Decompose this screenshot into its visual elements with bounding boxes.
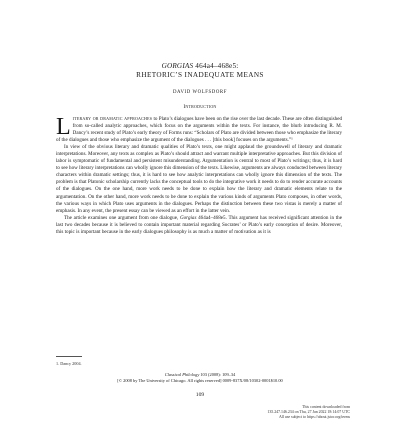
journal-copyright: [© 2008 by The University of Chicago. All rights reserved] 0009-837X/08/10302-0001$10.00 — [117, 378, 283, 383]
download-line-1: This content downloaded from — [302, 405, 350, 409]
drop-cap: L — [56, 114, 71, 140]
download-line-3: All use subject to https://about.jstor.org/terms — [278, 414, 350, 419]
paragraph-1-text: to Plato’s dialogues have been on the rise over the last decade. These are often distinguished from so-called analytic approaches, which focus on the arguments within the texts. For instance, the blurb introducing R. M. Dancy’s recent study of Plato’s early theory of Forms runs: “Scholars of Plato are divided between those who emphasize the literary of the dialogues and those who emphasize the argument of the dialogues . . . [this book] focuses on the arguments.”¹ — [56, 116, 343, 144]
download-note — [267, 405, 350, 419]
paragraph-3-italic: Gorgias — [179, 214, 197, 221]
paragraph-3 — [56, 215, 342, 236]
paragraph-3-a: The article examines one argument from one dialogue, — [64, 214, 180, 221]
journal-name: Classical Philology — [164, 372, 200, 377]
title-rest: 464a4–468e5: — [193, 62, 239, 70]
journal-info — [0, 372, 400, 384]
download-line-2: 135.247.146.234 on Thu, 27 Jan 2022 18:14:07 UTC — [267, 409, 350, 414]
journal-volume: 103 (2008): 109–34 — [199, 372, 236, 377]
footnote: 1. Dancy 2004. — [56, 361, 82, 366]
article-title — [0, 62, 400, 70]
author-name: DAVID WOLFSDORF — [172, 90, 227, 95]
article-body — [56, 116, 342, 236]
article-subtitle: RHETORIC’S INADEQUATE MEANS — [136, 71, 264, 79]
section-heading: Introduction — [183, 104, 217, 110]
paragraph-1 — [56, 116, 342, 144]
paragraph-3-b: 464a4–468e5. This argument has received significant attention in the last two decades because it is believed to contain important material regarding Socrates’ or Plato’s early conception of desire. Moreover, this topic is important because in the early dialogues philosophy is as much a matter of motivation as it is — [56, 214, 342, 235]
paragraph-1-lead: iterary or dramatic approaches — [72, 116, 153, 122]
footnote-rule — [56, 356, 82, 357]
page-number: 109 — [195, 392, 205, 398]
title-italic: GORGIAS — [161, 62, 194, 70]
paragraph-2: In view of the obvious literary and dramatic qualities of Plato’s texts, one might applaud the groundswell of literary and dramatic interpretations. Moreover, any texts as complex as Plato’s should attract and warrant multiple interpretative approaches. But this division of labor is symptomatic of fundamental and persistent misunderstanding. Argumentation is central to most of Plato’s writings; thus, it is hard to see how literary interpretations can wholly ignore this dimension of the texts. Likewise, arguments are always conducted between literary characters within dramatic settings; thus, it is hard to see how analytic interpretations can wholly ignore this dimension of the texts. The problem is that Platonic scholarship currently lacks the conceptual tools to do the integrative work it needs to do to render accurate accounts of the dialogues. On the one hand, more work needs to be done to explain how the literary and dramatic elements relate to the argumentation. On the other hand, more work needs to be done to explain the various kinds of arguments Plato composes, in other words, the various ways in which Plato uses arguments in the dialogues. Perhaps the distinction between these two vistas is merely a matter of emphasis. In any event, the present essay can be viewed as an effort in the latter vein. — [56, 144, 342, 214]
